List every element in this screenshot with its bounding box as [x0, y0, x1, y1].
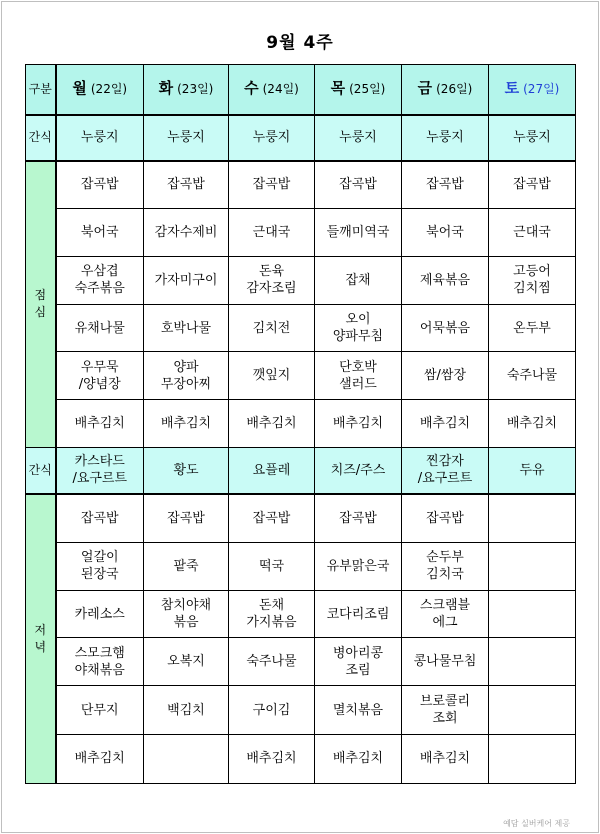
menu-cell: 호박나물: [144, 304, 229, 351]
lunch-label-cell: [26, 161, 56, 447]
lunch-row: [26, 304, 576, 351]
menu-cell: 잡곡밥: [402, 494, 489, 542]
menu-cell: 참치야채 볶음: [144, 591, 229, 638]
lunch-row: [26, 256, 576, 304]
menu-cell: 잡곡밥: [489, 161, 576, 208]
menu-cell: 온두부: [489, 304, 576, 351]
day-name: 금: [417, 79, 433, 98]
day-name: 목: [330, 79, 346, 98]
day-header: [56, 65, 144, 115]
menu-cell: [489, 686, 576, 734]
menu-cell: 배추김치: [315, 734, 402, 783]
dinner-row: [26, 591, 576, 638]
menu-cell: 카레소스: [56, 591, 144, 638]
menu-cell: 팥죽: [144, 542, 229, 590]
dinner-label: 저녁: [34, 623, 47, 655]
menu-cell: 누룽지: [402, 115, 489, 161]
menu-cell: 배추김치: [229, 734, 315, 783]
menu-cell: 치즈/주스: [315, 447, 402, 494]
menu-cell: 누룽지: [144, 115, 229, 161]
menu-cell: 구이김: [229, 686, 315, 734]
menu-cell: 배추김치: [402, 400, 489, 447]
menu-cell: 황도: [144, 447, 229, 494]
menu-cell: 잡곡밥: [56, 161, 144, 208]
menu-cell: 북어국: [56, 208, 144, 256]
menu-cell: 누룽지: [229, 115, 315, 161]
menu-cell: 잡채: [315, 256, 402, 304]
menu-cell: 돈채 가지볶음: [229, 591, 315, 638]
menu-cell: 숙주나물: [229, 638, 315, 686]
weekly-menu-table: [25, 64, 576, 784]
menu-cell: 제육볶음: [402, 256, 489, 304]
day-date: (24일): [262, 82, 299, 97]
page-title: 9월 4주: [266, 33, 334, 53]
menu-cell: 잡곡밥: [56, 494, 144, 542]
lunch-row: [26, 161, 576, 208]
morning-snack-row: [26, 115, 576, 161]
menu-cell: 가자미구이: [144, 256, 229, 304]
lunch-row: [26, 352, 576, 400]
menu-cell: 잡곡밥: [229, 161, 315, 208]
menu-cell: 숙주나물: [489, 352, 576, 400]
menu-cell: 감자수제비: [144, 208, 229, 256]
day-date: (22일): [90, 82, 128, 97]
menu-cell: 누룽지: [489, 115, 576, 161]
menu-cell: 유부맑은국: [315, 542, 402, 590]
menu-cell: 병아리콩 조림: [315, 638, 402, 686]
day-name: 화: [158, 79, 174, 98]
day-header: [489, 65, 576, 115]
menu-cell: 누룽지: [56, 115, 144, 161]
menu-cell: 오이 양파무침: [315, 304, 402, 351]
menu-cell: 찐감자 /요구르트: [402, 447, 489, 494]
menu-cell: [489, 494, 576, 542]
menu-cell: 단호박 샐러드: [315, 352, 402, 400]
menu-cell: 근대국: [489, 208, 576, 256]
menu-cell: 우삼겹 숙주볶음: [56, 256, 144, 304]
menu-cell: 배추김치: [144, 400, 229, 447]
dinner-row: [26, 686, 576, 734]
menu-cell: 배추김치: [315, 400, 402, 447]
menu-cell: 고등어 김치찜: [489, 256, 576, 304]
lunch-label: 점심: [34, 288, 47, 320]
menu-cell: [489, 591, 576, 638]
menu-cell: 돈육 감자조림: [229, 256, 315, 304]
menu-cell: 얼갈이 된장국: [56, 542, 144, 590]
menu-cell: 배추김치: [229, 400, 315, 447]
dinner-label-cell: [26, 494, 56, 783]
menu-cell: 어묵볶음: [402, 304, 489, 351]
day-date: (27일): [523, 82, 560, 97]
menu-cell: [489, 638, 576, 686]
menu-cell: 근대국: [229, 208, 315, 256]
menu-cell: 잡곡밥: [144, 494, 229, 542]
dinner-row: [26, 494, 576, 542]
menu-cell: 잡곡밥: [402, 161, 489, 208]
menu-cell: 잡곡밥: [144, 161, 229, 208]
menu-cell: 배추김치: [402, 734, 489, 783]
menu-cell: 배추김치: [56, 400, 144, 447]
menu-cell: 순두부 김치국: [402, 542, 489, 590]
menu-cell: 들깨미역국: [315, 208, 402, 256]
menu-cell: 유채나물: [56, 304, 144, 351]
menu-cell: 잡곡밥: [229, 494, 315, 542]
lunch-row: [26, 400, 576, 447]
day-name: 월: [72, 79, 87, 98]
menu-cell: 콩나물무침: [402, 638, 489, 686]
menu-cell: 스크램블 에그: [402, 591, 489, 638]
menu-cell: 멸치볶음: [315, 686, 402, 734]
menu-cell: 떡국: [229, 542, 315, 590]
lunch-row: [26, 208, 576, 256]
menu-cell: 코다리조림: [315, 591, 402, 638]
menu-cell: 양파 무장아찌: [144, 352, 229, 400]
menu-cell: 우무묵 /양념장: [56, 352, 144, 400]
day-header: [402, 65, 489, 115]
dinner-row: [26, 638, 576, 686]
menu-cell: 김치전: [229, 304, 315, 351]
menu-cell: 단무지: [56, 686, 144, 734]
menu-cell: [144, 734, 229, 783]
menu-cell: 배추김치: [489, 400, 576, 447]
menu-cell: 북어국: [402, 208, 489, 256]
menu-cell: 카스타드 /요구르트: [56, 447, 144, 494]
menu-cell: 스모크햄 야채볶음: [56, 638, 144, 686]
day-header: [229, 65, 315, 115]
menu-cell: 잡곡밥: [315, 161, 402, 208]
menu-cell: [489, 734, 576, 783]
day-header: [144, 65, 229, 115]
day-name: 수: [244, 79, 259, 98]
snack-label: 간식: [26, 447, 56, 494]
afternoon-snack-row: [26, 447, 576, 494]
day-date: (25일): [349, 82, 386, 97]
category-header: 구분: [26, 65, 56, 115]
menu-cell: 배추김치: [56, 734, 144, 783]
menu-cell: 누룽지: [315, 115, 402, 161]
menu-cell: 깻잎지: [229, 352, 315, 400]
dinner-row: [26, 542, 576, 590]
day-name: 토: [504, 79, 520, 98]
menu-cell: 브로콜리 조회: [402, 686, 489, 734]
menu-cell: [489, 542, 576, 590]
snack-label: 간식: [26, 115, 56, 161]
day-header: [315, 65, 402, 115]
day-date: (26일): [436, 82, 473, 97]
day-date: (23일): [177, 82, 214, 97]
dinner-row: [26, 734, 576, 783]
menu-cell: 쌈/쌈장: [402, 352, 489, 400]
menu-cell: 두유: [489, 447, 576, 494]
header-row: [26, 65, 576, 115]
footer-credit: 예담 실버케어 제공: [503, 819, 570, 828]
menu-cell: 오복지: [144, 638, 229, 686]
menu-cell: 잡곡밥: [315, 494, 402, 542]
menu-cell: 요플레: [229, 447, 315, 494]
menu-cell: 백김치: [144, 686, 229, 734]
